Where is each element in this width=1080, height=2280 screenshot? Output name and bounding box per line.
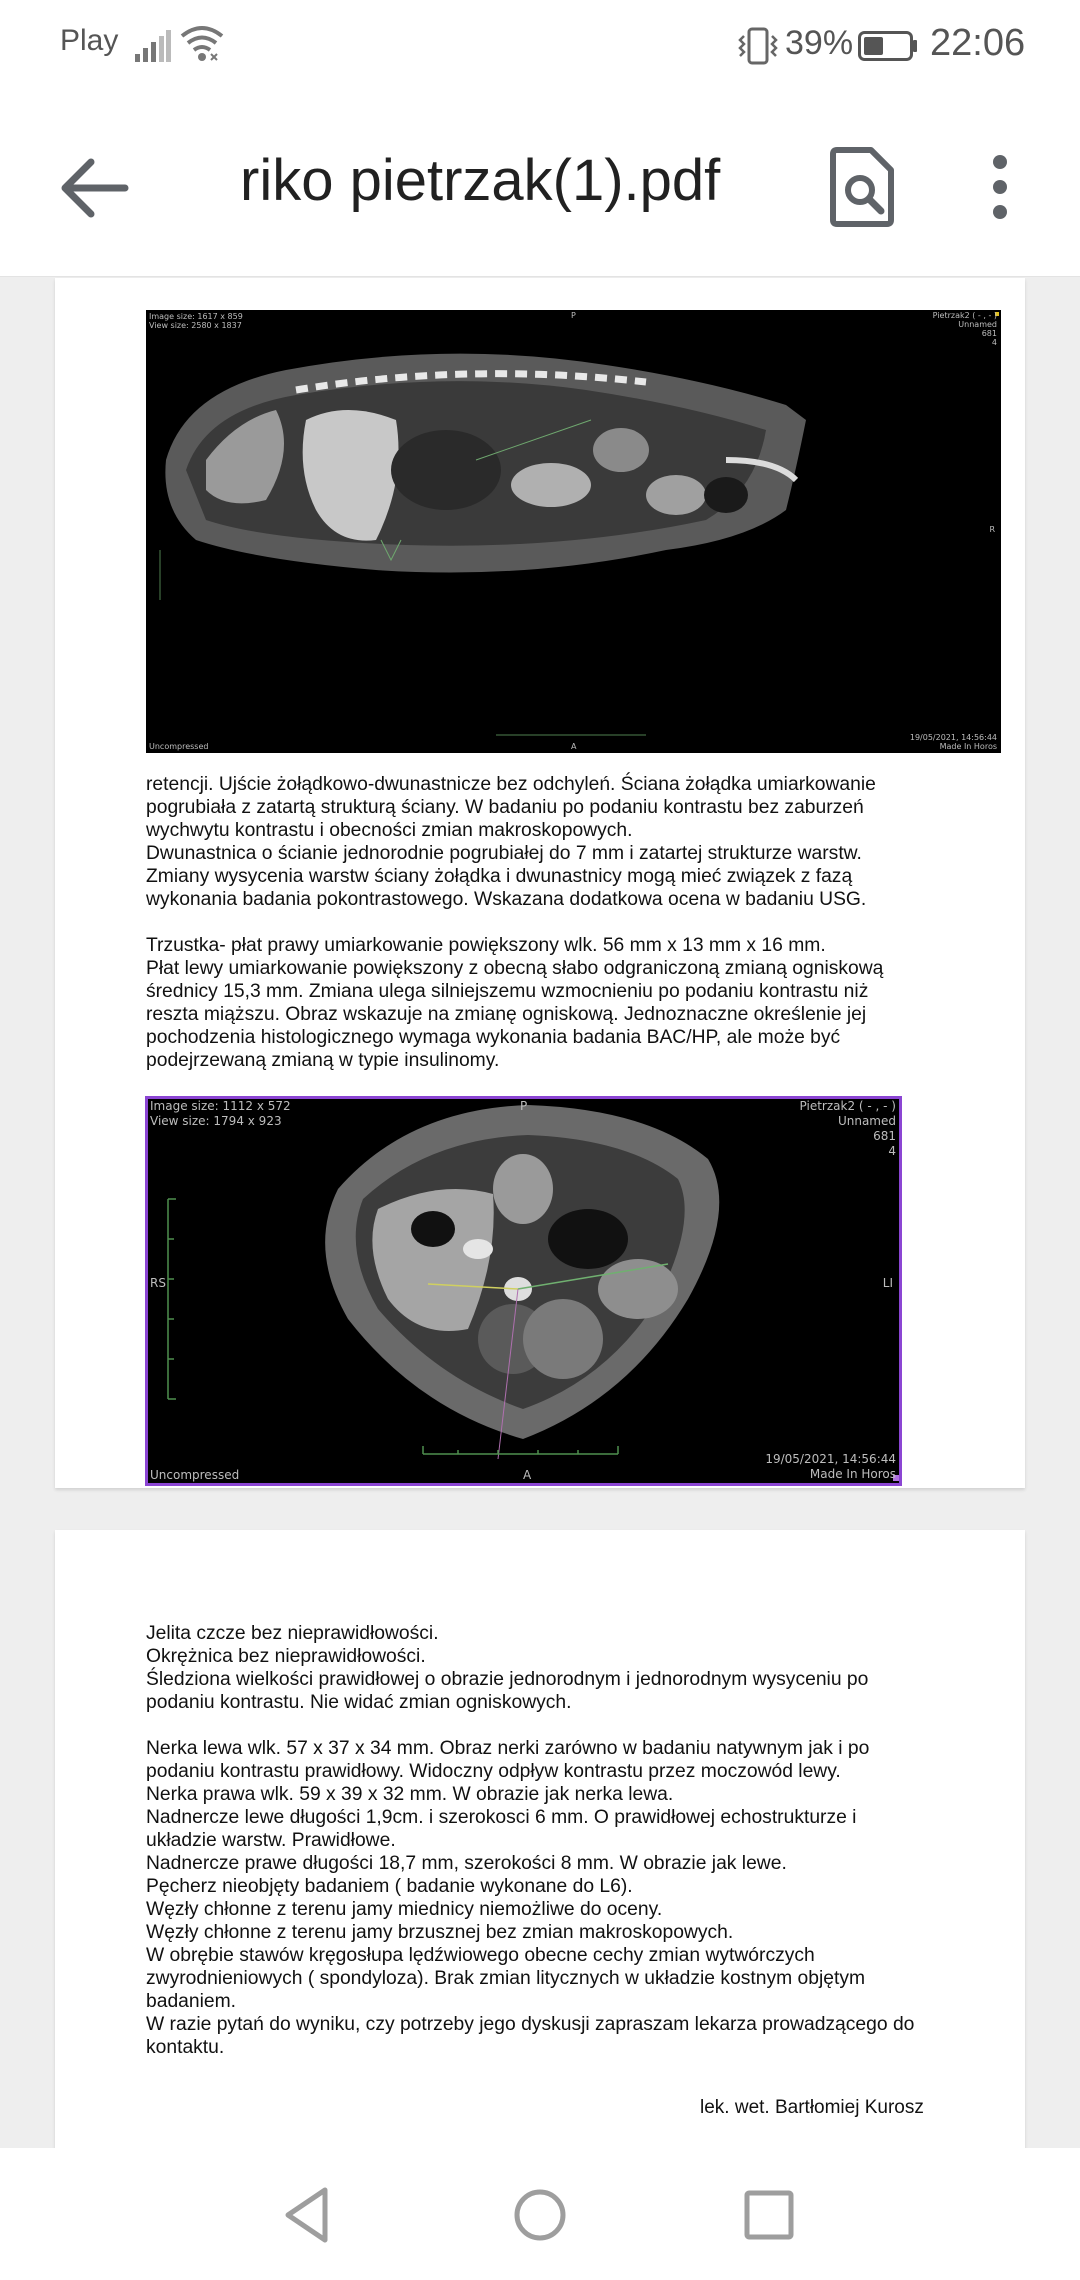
- scan-date-label: 19/05/2021, 14:56:44 Made In Horos: [909, 733, 997, 751]
- pdf-page-1[interactable]: [55, 278, 1025, 1488]
- find-in-document-icon[interactable]: [827, 146, 897, 228]
- wifi-icon: [180, 24, 224, 64]
- clock: 22:06: [930, 22, 1026, 64]
- orientation-top-label: P: [520, 1099, 528, 1113]
- battery-icon: [858, 31, 918, 61]
- battery-percent: 39%: [785, 24, 854, 62]
- pdf-page-2[interactable]: [55, 1530, 1025, 2150]
- scan-date-label: 19/05/2021, 14:56:44 Made In Horos: [765, 1452, 896, 1481]
- series-info-label: Pietrzak2 ( - , - ) Unnamed 681 4: [799, 1099, 896, 1158]
- ct-scan-axial-image: [145, 1096, 902, 1486]
- orientation-bottom-label: A: [571, 742, 577, 751]
- image-size-label: Image size: 1617 x 859 View size: 2580 x 1837: [149, 312, 243, 330]
- status-bar: [0, 0, 1080, 92]
- recents-square-icon[interactable]: [729, 2178, 809, 2253]
- ct-scan-sagittal-image: [146, 310, 1001, 753]
- orientation-right-label: LI: [882, 1276, 893, 1290]
- home-circle-icon[interactable]: [500, 2178, 580, 2253]
- signature-line: lek. wet. Bartłomiej Kurosz: [700, 2097, 924, 2118]
- report-paragraph: Nerka lewa wlk. 57 x 37 x 34 mm. Obraz nerki zarówno w badaniu natywnym jak i po podaniu kontrastu prawidłowy. Widoczny odpływ kontrastu przez moczowód lewy. Nerka prawa wlk. 59 x 39 x 32 mm. W obrazie jak nerka lewa. Nadnercze lewe długości 1,9cm. i szerokosci 6 mm. O prawidłowej echostrukturze i układzie warstw. Prawidłowe. Nadnercze prawe długości 18,7 mm, szerokości 8 mm. W obrazie jak lewe. Pęcherz nieobjęty badaniem ( badanie wykonane do L6). Węzły chłonne z terenu jamy miednicy niemożliwe do oceny. Węzły chłonne z terenu jamy brzusznej bez zmian makroskopowych. W obrębie stawów kręgosłupa lędźwiowego obecne cechy zmian wytwórczych zwyrodnieniowych ( spondyloza). Brak zmian litycznych w układzie kostnym objętym badaniem. W razie pytań do wyniku, czy potrzeby jego dyskusji zapraszam lekarza prowadzącego do kontaktu.: [146, 1738, 915, 2058]
- back-arrow-icon[interactable]: [55, 152, 135, 224]
- ct-scan-sagittal-graphic: [146, 310, 1001, 753]
- orientation-bottom-label: A: [523, 1468, 532, 1482]
- series-info-label: Pietrzak2 ( - , - ) Unnamed 681 4: [932, 311, 997, 347]
- orientation-top-label: P: [571, 311, 576, 320]
- compression-label: Uncompressed: [149, 742, 209, 751]
- signal-icon: [135, 30, 171, 62]
- orientation-left-label: RS: [150, 1276, 166, 1290]
- carrier-name: Play: [60, 24, 119, 57]
- ct-scan-axial-graphic: [148, 1099, 899, 1483]
- report-paragraph: Jelita czcze bez nieprawidłowości. Okrężnica bez nieprawidłowości. Śledziona wielkości prawidłowej o obrazie jednorodnym i jednorodnym wysyceniu po podaniu kontrastu. Nie widać zmian ogniskowych.: [146, 1623, 869, 1713]
- vibrate-icon: [735, 26, 781, 66]
- report-paragraph: Trzustka- płat prawy umiarkowanie powiększony wlk. 56 mm x 13 mm x 16 mm. Płat lewy umiarkowanie powiększony z obecną słabo odgraniczoną zmianą ogniskową średnicy 15,3 mm. Zmiana ulega silniejszemu wzmocnieniu po podaniu kontrastu niż reszta miąższu. Obraz wskazuje na zmianę ogniskową. Jednoznaczne określenie jej pochodzenia histologicznego wymaga wykonania badania BAC/HP, ale może być podejrzewaną zmianą w typie insulinomy.: [146, 935, 884, 1071]
- compression-label: Uncompressed: [150, 1468, 240, 1482]
- orientation-right-label: R: [989, 525, 995, 534]
- more-vert-icon[interactable]: [985, 152, 1015, 222]
- system-nav-bar: [0, 2148, 1080, 2280]
- image-size-label: Image size: 1112 x 572 View size: 1794 x 923: [150, 1099, 291, 1128]
- report-paragraph: retencji. Ujście żołądkowo-dwunastnicze bez odchyleń. Ściana żołądka umiarkowanie pogrubiała z zatartą strukturą ściany. W badaniu po podaniu kontrastu bez zaburzeń wychwytu kontrastu i obecności zmian makroskopowych. Dwunastnica o ścianie jednorodnie pogrubiałej do 7 mm i zatartej strukturze warstw. Zmiany wysycenia warstw ściany żołądka i dwunastnicy mogą mieć związek z fazą wykonania badania pokontrastowego. Wskazana dodatkowa ocena w badaniu USG.: [146, 774, 876, 910]
- app-bar: [0, 92, 1080, 277]
- document-title: riko pietrzak(1).pdf: [240, 148, 721, 213]
- back-triangle-icon[interactable]: [270, 2178, 350, 2253]
